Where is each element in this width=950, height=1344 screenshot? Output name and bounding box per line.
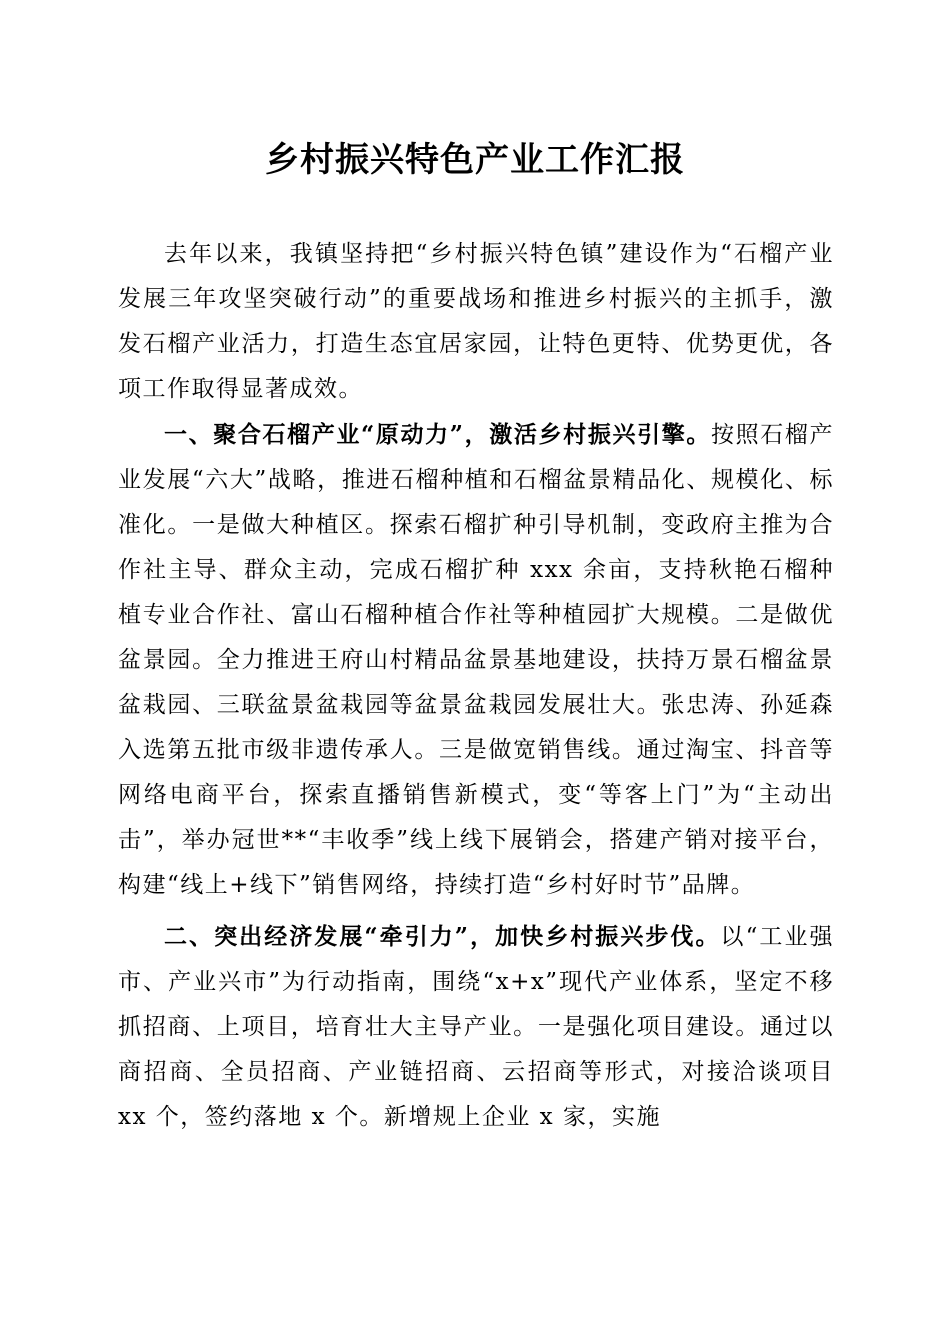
section-heading: 一、聚合石榴产业“原动力”，激活乡村振兴引擎。 (164, 421, 711, 448)
paragraph-intro (118, 232, 834, 412)
paragraph-text: 去年以来，我镇坚持把“乡村振兴特色镇”建设作为“石榴产业发展三年攻坚突破行动”的重要战场和推进乡村振兴的主抓手，激发石榴产业活力，打造生态宜居家园，让特色更特、优势更优，各项工作取得显著成效。 (118, 241, 834, 402)
paragraph-section-2 (118, 914, 834, 1140)
paragraph-section-1 (118, 412, 834, 908)
paragraph-text: 以“工业强市、产业兴市”为行动指南，围绕“x+x”现代产业体系，坚定不移抓招商、上项目，培育壮大主导产业。一是强化项目建设。通过以商招商、全员招商、产业链招商、云招商等形式，对接洽谈项目 xx 个，签约落地 x 个。新增规上企业 x 家，实施 (118, 924, 834, 1130)
section-heading: 二、突出经济发展“牵引力”，加快乡村振兴步伐。 (164, 923, 721, 950)
document-body (118, 232, 834, 1140)
paragraph-text: 按照石榴产业发展“六大”战略，推进石榴种植和石榴盆景精品化、规模化、标准化。一是做大种植区。探索石榴扩种引导机制，变政府主推为合作社主导、群众主动，完成石榴扩种 xxx 余亩，支持秋艳石榴种植专业合作社、富山石榴种植合作社等种植园扩大规模。二是做优盆景园。全力推进王府山村精品盆景基地建设，扶持万景石榴盆景盆栽园、三联盆景盆栽园等盆景盆栽园发展壮大。张忠涛、孙延森入选第五批市级非遗传承人。三是做宽销售线。通过淘宝、抖音等网络电商平台，探索直播销售新模式，变“等客上门”为“主动出击”，举办冠世**“丰收季”线上线下展销会，搭建产销对接平台，构建“线上+线下”销售网络，持续打造“乡村好时节”品牌。 (118, 422, 834, 898)
document-title: 乡村振兴特色产业工作汇报 (265, 140, 685, 180)
